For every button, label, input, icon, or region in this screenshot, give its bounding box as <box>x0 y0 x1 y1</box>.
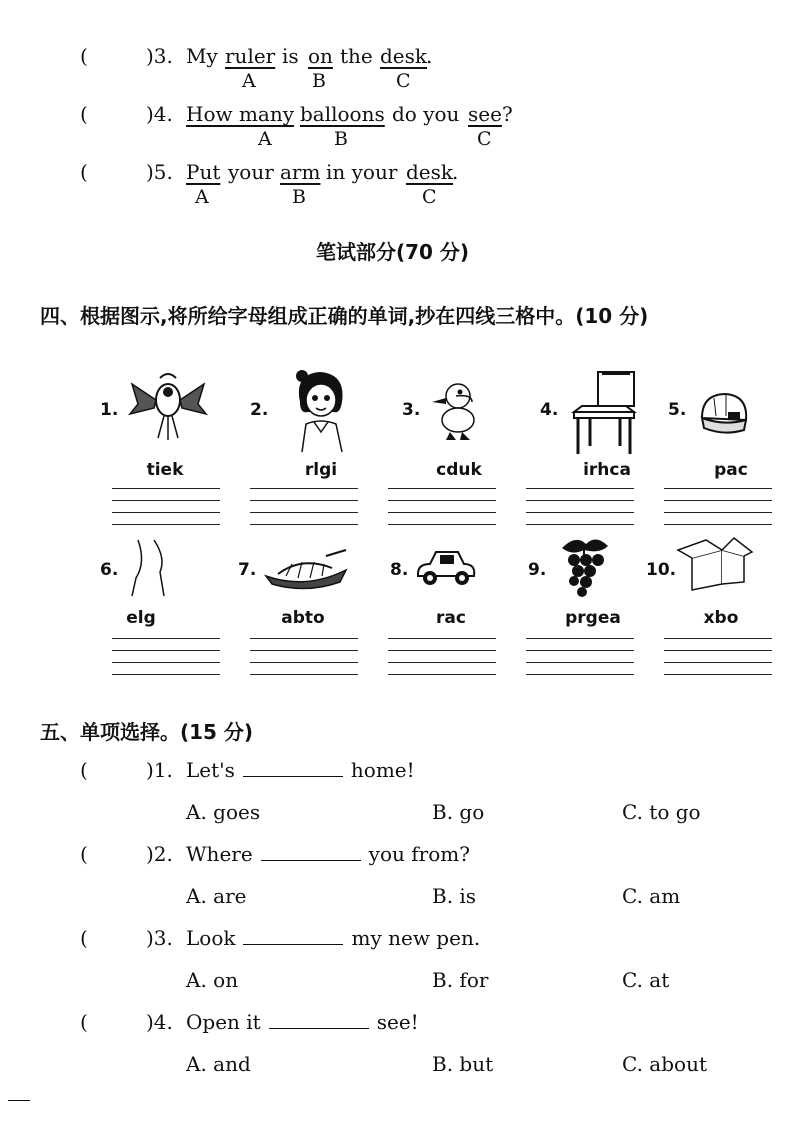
label-a: A <box>195 186 209 208</box>
question-number: )4. <box>146 1010 173 1034</box>
word-option-a: How many <box>186 102 295 126</box>
answer-blank[interactable] <box>269 1010 369 1029</box>
option-c[interactable]: C. am <box>622 884 681 908</box>
word-option-a: Put <box>186 160 221 184</box>
scrambled-letters: irhca <box>583 460 631 480</box>
answer-blank[interactable] <box>261 842 361 861</box>
word-option-c: desk <box>380 44 428 68</box>
item-number: 7. <box>238 560 257 580</box>
answer-paren[interactable]: ( <box>80 44 88 68</box>
question-number: )3. <box>146 44 173 68</box>
option-b[interactable]: B. is <box>432 884 477 908</box>
question-number: )4. <box>146 102 173 126</box>
answer-paren[interactable]: ( <box>80 758 88 782</box>
leg-icon <box>124 538 170 598</box>
item-number: 4. <box>540 400 559 420</box>
item-number: 8. <box>390 560 409 580</box>
question-text <box>186 842 470 866</box>
four-line-grid[interactable] <box>112 488 220 524</box>
label-c: C <box>422 186 437 208</box>
item-number: 3. <box>402 400 421 420</box>
chair-icon <box>570 368 642 456</box>
answer-paren[interactable]: ( <box>80 1010 88 1034</box>
four-line-grid[interactable] <box>526 638 634 674</box>
question-suffix: you from? <box>368 842 470 866</box>
punct: . <box>452 160 459 184</box>
scrambled-letters: cduk <box>436 460 482 480</box>
four-line-grid[interactable] <box>250 638 358 674</box>
scrambled-letters: pac <box>714 460 748 480</box>
label-b: B <box>292 186 306 208</box>
option-c[interactable]: C. at <box>622 968 670 992</box>
girl-icon <box>286 368 356 454</box>
item-number: 9. <box>528 560 547 580</box>
label-a: A <box>258 128 272 150</box>
scrambled-letters: elg <box>126 608 156 628</box>
word-option-b: on <box>308 44 333 68</box>
question-text <box>186 1010 419 1034</box>
question-text <box>186 758 415 782</box>
word: do you <box>392 102 460 126</box>
label-b: B <box>312 70 326 92</box>
question-number: )1. <box>146 758 173 782</box>
cap-icon <box>696 390 752 440</box>
written-part-title: 笔试部分(70 分) <box>316 240 470 264</box>
boat-icon <box>262 546 350 592</box>
four-line-grid[interactable] <box>112 638 220 674</box>
scrambled-letters: tiek <box>146 460 184 480</box>
word-option-c: see <box>468 102 502 126</box>
word: the <box>340 44 373 68</box>
label-c: C <box>477 128 492 150</box>
kite-icon <box>128 370 208 442</box>
word: My <box>186 44 218 68</box>
four-line-grid[interactable] <box>388 638 496 674</box>
answer-paren[interactable]: ( <box>80 160 88 184</box>
word-option-b: arm <box>280 160 321 184</box>
label-c: C <box>396 70 411 92</box>
question-prefix: Where <box>186 842 253 866</box>
label-a: A <box>242 70 256 92</box>
answer-blank[interactable] <box>243 926 343 945</box>
question-text <box>186 926 480 950</box>
item-number: 10. <box>646 560 677 580</box>
word: is <box>282 44 299 68</box>
word: your <box>228 160 274 184</box>
question-suffix: home! <box>350 758 415 782</box>
option-c[interactable]: C. about <box>622 1052 707 1076</box>
item-number: 2. <box>250 400 269 420</box>
word-option-a: ruler <box>225 44 276 68</box>
word-option-c: desk <box>406 160 454 184</box>
option-b[interactable]: B. for <box>432 968 489 992</box>
scrambled-letters: rlgi <box>304 460 338 480</box>
answer-paren[interactable]: ( <box>80 102 88 126</box>
option-a[interactable]: A. on <box>186 968 239 992</box>
option-a[interactable]: A. are <box>186 884 247 908</box>
question-suffix: my new pen. <box>351 926 481 950</box>
item-number: 6. <box>100 560 119 580</box>
option-a[interactable]: A. goes <box>186 800 261 824</box>
item-number: 1. <box>100 400 119 420</box>
word-option-b: balloons <box>300 102 385 126</box>
grape-icon <box>556 534 612 600</box>
four-line-grid[interactable] <box>664 488 772 524</box>
punct: ? <box>502 102 513 126</box>
four-line-grid[interactable] <box>664 638 772 674</box>
page-footer-dash <box>8 1100 30 1101</box>
answer-paren[interactable]: ( <box>80 842 88 866</box>
four-line-grid[interactable] <box>250 488 358 524</box>
question-prefix: Open it <box>186 1010 261 1034</box>
question-number: )5. <box>146 160 173 184</box>
label-b: B <box>334 128 348 150</box>
question-suffix: see! <box>376 1010 419 1034</box>
question-number: )2. <box>146 842 173 866</box>
question-prefix: Let's <box>186 758 235 782</box>
question-prefix: Look <box>186 926 236 950</box>
answer-paren[interactable]: ( <box>80 926 88 950</box>
option-b[interactable]: B. but <box>432 1052 494 1076</box>
section-4-title: 四、根据图示,将所给字母组成正确的单词,抄在四线三格中。(10 分) <box>40 304 649 328</box>
option-b[interactable]: B. go <box>432 800 485 824</box>
section-5-title: 五、单项选择。(15 分) <box>40 720 254 744</box>
duck-icon <box>428 380 484 444</box>
option-c[interactable]: C. to go <box>622 800 701 824</box>
item-number: 5. <box>668 400 687 420</box>
four-line-grid[interactable] <box>526 488 634 524</box>
option-a[interactable]: A. and <box>186 1052 251 1076</box>
box-icon <box>676 536 754 592</box>
car-icon <box>414 544 478 590</box>
scrambled-letters: abto <box>281 608 325 628</box>
answer-blank[interactable] <box>243 758 343 777</box>
word: in your <box>326 160 398 184</box>
punct: . <box>426 44 433 68</box>
scrambled-letters: xbo <box>703 608 739 628</box>
scrambled-letters: rac <box>436 608 466 628</box>
question-number: )3. <box>146 926 173 950</box>
four-line-grid[interactable] <box>388 488 496 524</box>
scrambled-letters: prgea <box>565 608 621 628</box>
